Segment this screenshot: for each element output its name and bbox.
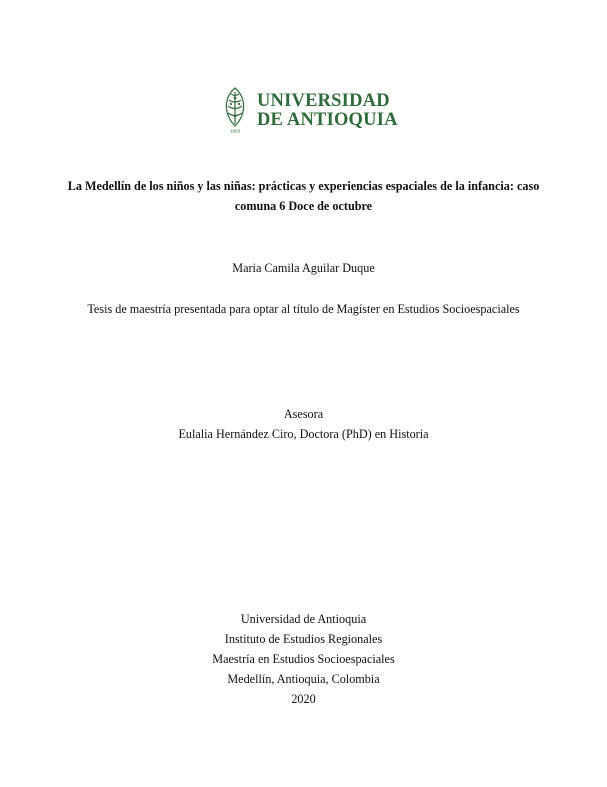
institution-location: Medellín, Antioquia, Colombia (227, 672, 380, 686)
institution-program: Maestría en Estudios Socioespaciales (212, 652, 395, 666)
institution-university: Universidad de Antioquia (240, 612, 367, 626)
advisor-role: Asesora (283, 407, 324, 421)
institution-block (0, 609, 607, 709)
university-wordmark (257, 92, 398, 130)
wordmark-line-1: UNIVERSIDAD (257, 91, 390, 111)
advisor-name: Eulalia Hernández Ciro, Doctora (PhD) en Historia (178, 427, 429, 441)
thesis-title-line-1: La Medellín de los niños y las niñas: prácticas y experiencias espaciales de la infancia: caso (67, 179, 540, 193)
wordmark-line-2: DE ANTIOQUIA (257, 110, 398, 130)
university-seal-icon (219, 86, 251, 134)
university-logo (219, 86, 398, 134)
seal-year: 1803 (229, 128, 241, 134)
institution-year: 2020 (291, 692, 316, 706)
thesis-statement: Tesis de maestría presentada para optar al título de Magíster en Estudios Socioespaciales (87, 302, 520, 316)
thesis-title-line-2: comuna 6 Doce de octubre (234, 199, 373, 213)
advisor-block (0, 404, 607, 444)
author-name: Maria Camila Aguilar Duque (232, 261, 375, 275)
institution-institute: Instituto de Estudios Regionales (224, 632, 383, 646)
thesis-title (0, 176, 607, 216)
